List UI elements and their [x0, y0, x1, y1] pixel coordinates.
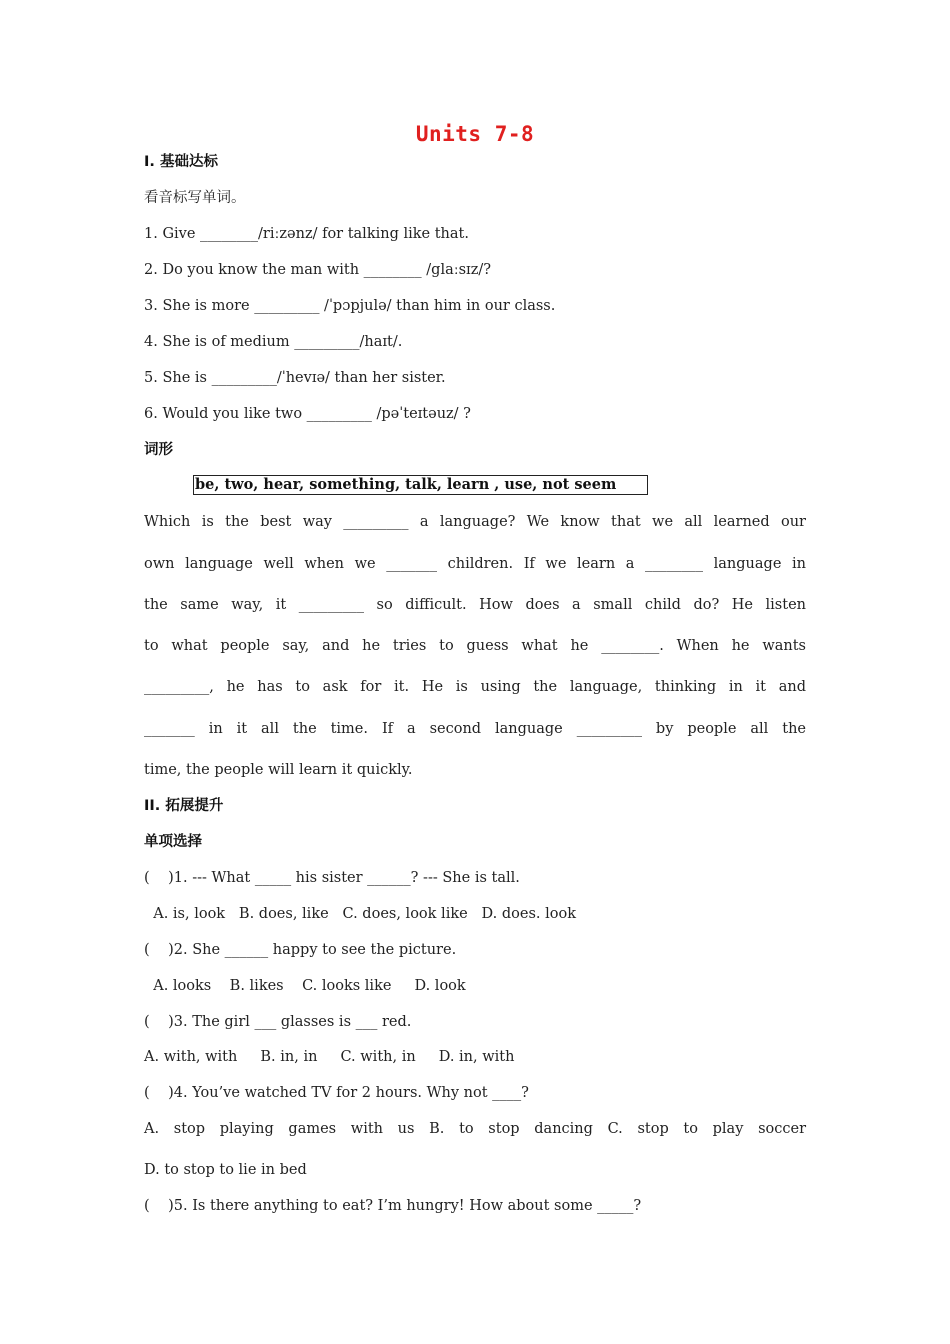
- question-4-options-cont: D. to stop to lie in bed: [144, 1162, 307, 1178]
- multiple-choice-heading: 单项选择: [144, 834, 202, 850]
- instruction-text: 看音标写单词。: [144, 190, 246, 206]
- word-bank-box: be, two, hear, something, talk, learn , use, not seem: [193, 475, 648, 495]
- question-1: ( )1. --- What _____ his sister ______? --- She is tall.: [144, 870, 520, 886]
- question-5: ( )5. Is there anything to eat? I’m hungry! How about some _____?: [144, 1198, 642, 1214]
- passage-line-7: time, the people will learn it quickly.: [144, 762, 413, 778]
- passage-line-4: to what people say, and he tries to guess what he ________. When he wants: [144, 638, 806, 654]
- passage-line-6: _______ in it all the time. If a second language _________ by people all the: [144, 721, 806, 737]
- question-3-options: A. with, with B. in, in C. with, in D. in, with: [144, 1049, 515, 1065]
- passage-line-3: the same way, it _________ so difficult. How does a small child do? He listen: [144, 597, 806, 613]
- word-form-heading: 词形: [144, 442, 173, 458]
- phonetic-item-2: 2. Do you know the man with ________ /glaːsɪz/?: [144, 262, 491, 278]
- phonetic-item-1: 1. Give ________/riːzənz/ for talking like that.: [144, 226, 469, 242]
- question-4-options: A. stop playing games with us B. to stop dancing C. stop to play soccer: [144, 1121, 806, 1137]
- page-title: Units 7-8: [415, 122, 535, 146]
- passage-line-1: Which is the best way _________ a language? We know that we all learned our: [144, 514, 806, 530]
- question-3: ( )3. The girl ___ glasses is ___ red.: [144, 1014, 412, 1030]
- phonetic-item-6: 6. Would you like two _________ /pəˈteɪtəuz/ ?: [144, 406, 471, 422]
- question-2-options: A. looks B. likes C. looks like D. look: [144, 978, 466, 994]
- question-1-options: A. is, look B. does, like C. does, look like D. does. look: [144, 906, 576, 922]
- passage-line-2: own language well when we _______ children. If we learn a ________ language in: [144, 556, 806, 572]
- phonetic-item-3: 3. She is more _________ /ˈpɔpjulə/ than him in our class.: [144, 298, 556, 314]
- phonetic-item-5: 5. She is _________/ˈhevɪə/ than her sister.: [144, 370, 446, 386]
- phonetic-item-4: 4. She is of medium _________/haɪt/.: [144, 334, 403, 350]
- question-2: ( )2. She ______ happy to see the picture.: [144, 942, 457, 958]
- section-2-heading: II. 拓展提升: [144, 798, 224, 814]
- passage-line-5: _________, he has to ask for it. He is using the language, thinking in it and: [144, 679, 806, 695]
- section-1-heading: I. 基础达标: [144, 154, 218, 170]
- question-4: ( )4. You’ve watched TV for 2 hours. Why not ____?: [144, 1085, 529, 1101]
